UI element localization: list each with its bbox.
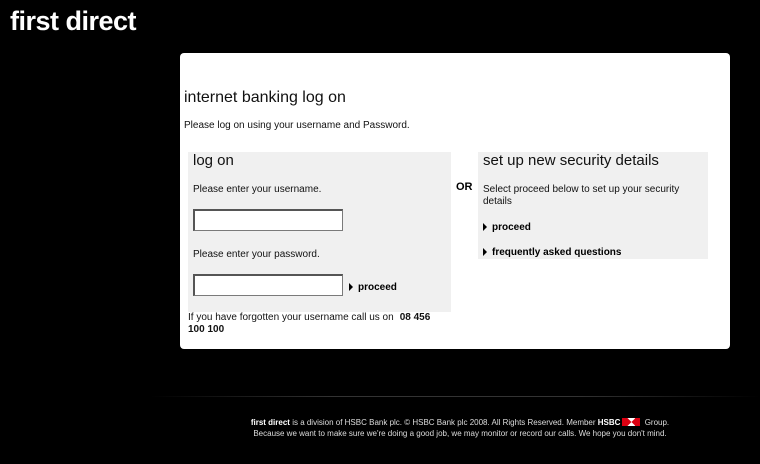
or-separator: OR [456, 181, 473, 193]
footer-group-text: Group. [644, 418, 670, 427]
log-on-heading: log on [193, 152, 234, 169]
faq-label: frequently asked questions [492, 247, 622, 258]
password-label: Please enter your password. [193, 249, 320, 260]
footer-line-1 [160, 417, 760, 428]
username-label: Please enter your username. [193, 184, 322, 195]
arrow-right-icon [483, 248, 487, 256]
proceed-label: proceed [358, 282, 397, 293]
log-on-box [188, 152, 451, 312]
security-heading: set up new security details [483, 152, 659, 169]
hsbc-hexagon-icon [622, 418, 640, 426]
faq-link[interactable] [483, 247, 621, 258]
password-input[interactable] [193, 274, 343, 296]
footer-line-2: Because we want to make sure we're doing a good job, we may monitor or record our calls. We hope you don't mind. [253, 429, 667, 438]
footer-divider [150, 396, 760, 397]
forgot-username-text [188, 312, 448, 336]
support-phone: 08 456 100 100 [188, 312, 431, 335]
page-title: internet banking log on [184, 89, 346, 106]
login-panel [180, 53, 730, 349]
arrow-right-icon [483, 223, 487, 231]
intro-text: Please log on using your username and Password. [184, 120, 410, 131]
username-input[interactable] [193, 209, 343, 231]
footer-brand: first direct [250, 418, 290, 427]
footer [160, 417, 760, 439]
arrow-right-icon [349, 283, 353, 291]
security-proceed-link[interactable] [483, 222, 531, 233]
log-on-proceed-link[interactable] [349, 282, 397, 293]
footer-legal-text: is a division of HSBC Bank plc. © HSBC Bank plc 2008. All Rights Reserved. Member [292, 418, 596, 427]
security-details-box [478, 152, 708, 259]
forgot-text: If you have forgotten your username call us on [188, 312, 394, 323]
security-description: Select proceed below to set up your security details [483, 184, 680, 207]
hsbc-wordmark: HSBC [597, 418, 621, 427]
security-proceed-label: proceed [492, 222, 531, 233]
first-direct-logo: first direct [10, 6, 137, 36]
